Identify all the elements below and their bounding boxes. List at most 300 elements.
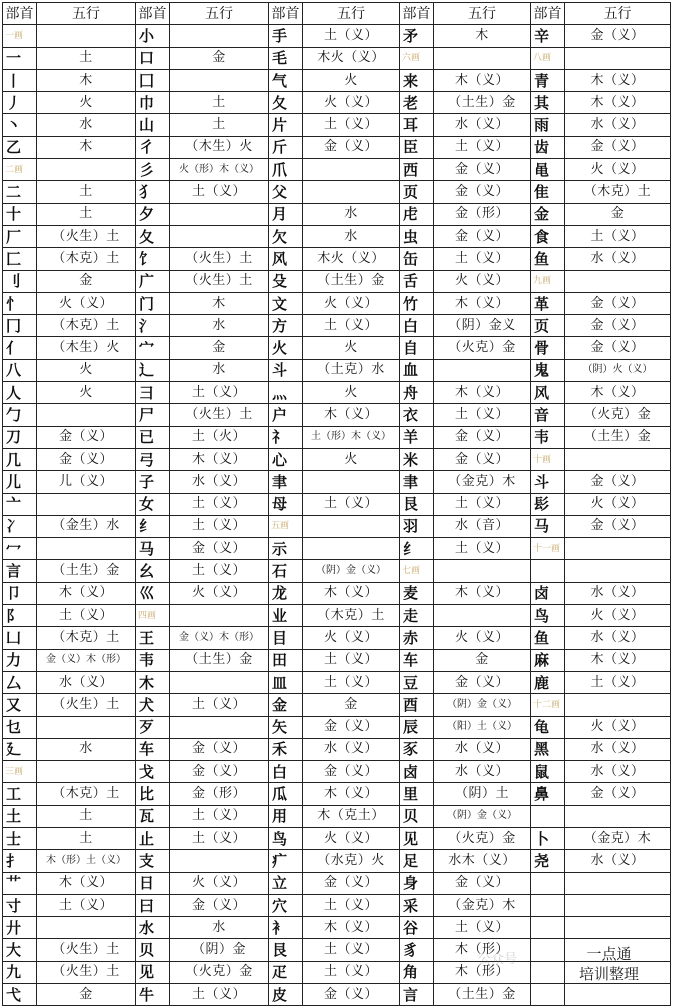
table-row bbox=[3, 805, 671, 827]
element-cell: （木克）土 bbox=[37, 783, 136, 805]
element-cell: 金（义） bbox=[565, 25, 671, 47]
element-cell: 金（义） bbox=[434, 159, 531, 181]
element-cell: 火（义） bbox=[37, 292, 136, 314]
element-cell: 金（义）木（形） bbox=[37, 649, 136, 671]
element-cell: （火生）土 bbox=[37, 939, 136, 961]
element-cell: 火 bbox=[37, 382, 136, 404]
element-cell: 金 bbox=[170, 47, 269, 69]
radical-cell: 幺 bbox=[136, 560, 170, 582]
element-cell: 金（义） bbox=[434, 872, 531, 894]
radical-cell bbox=[531, 872, 565, 894]
radical-cell: 业 bbox=[269, 605, 303, 627]
radical-cell: 冖 bbox=[3, 538, 37, 560]
radical-cell: 瓦 bbox=[136, 805, 170, 827]
header-radical: 部首 bbox=[531, 3, 565, 25]
radical-cell: 鼠 bbox=[531, 761, 565, 783]
element-cell: 水（义） bbox=[434, 761, 531, 783]
radical-cell: 走 bbox=[400, 605, 434, 627]
table-row bbox=[3, 136, 671, 158]
radical-cell: 见 bbox=[136, 961, 170, 983]
stroke-count-label: 八画 bbox=[531, 47, 565, 69]
radical-cell: 八 bbox=[3, 359, 37, 381]
radical-cell: 韦 bbox=[136, 649, 170, 671]
element-cell bbox=[434, 560, 531, 582]
table-row bbox=[3, 738, 671, 760]
radical-cell: 隹 bbox=[531, 181, 565, 203]
radical-cell: 言 bbox=[400, 984, 434, 1006]
element-cell: 金（义） bbox=[170, 894, 269, 916]
table-row bbox=[3, 404, 671, 426]
radical-cell: 马 bbox=[136, 538, 170, 560]
radical-cell: 鼻 bbox=[531, 783, 565, 805]
element-cell: 木（义） bbox=[565, 92, 671, 114]
radical-cell: 殳 bbox=[269, 270, 303, 292]
element-cell: 木 bbox=[170, 292, 269, 314]
watermark-stamp bbox=[548, 944, 670, 986]
table-row bbox=[3, 649, 671, 671]
radical-cell: 鬼 bbox=[531, 359, 565, 381]
element-cell bbox=[565, 872, 671, 894]
element-cell: 金（义） bbox=[565, 783, 671, 805]
radical-cell: 犬 bbox=[136, 694, 170, 716]
element-cell: （阴）金（义） bbox=[434, 694, 531, 716]
element-cell bbox=[565, 805, 671, 827]
element-cell: 土（义） bbox=[303, 671, 400, 693]
radical-cell: 艹 bbox=[3, 872, 37, 894]
radical-cell: 夂 bbox=[269, 92, 303, 114]
element-cell: （木生）火 bbox=[170, 136, 269, 158]
radical-cell: 已 bbox=[136, 426, 170, 448]
element-cell: 土（义） bbox=[434, 538, 531, 560]
radical-cell: 月 bbox=[269, 203, 303, 225]
radical-cell bbox=[531, 917, 565, 939]
element-cell: 火 bbox=[303, 69, 400, 91]
element-cell: 金（义） bbox=[303, 761, 400, 783]
radical-cell: 冂 bbox=[3, 315, 37, 337]
watermark-faint: 公众号 bbox=[478, 952, 518, 967]
radical-cell: 米 bbox=[400, 448, 434, 470]
element-cell bbox=[565, 270, 671, 292]
element-cell: 土（义） bbox=[434, 404, 531, 426]
element-cell bbox=[37, 493, 136, 515]
radical-cell: 鸟 bbox=[269, 827, 303, 849]
element-cell: 土（义） bbox=[170, 827, 269, 849]
element-cell: （火生）土 bbox=[170, 270, 269, 292]
radical-cell: 子 bbox=[136, 471, 170, 493]
radical-cell: 麦 bbox=[400, 582, 434, 604]
element-cell: 金（义） bbox=[565, 292, 671, 314]
element-cell: 土（义） bbox=[565, 225, 671, 247]
radical-cell bbox=[531, 984, 565, 1006]
radical-cell: 骨 bbox=[531, 337, 565, 359]
radical-cell: 水 bbox=[136, 917, 170, 939]
radical-cell: 西 bbox=[400, 159, 434, 181]
stroke-count-label: 五画 bbox=[269, 515, 303, 537]
element-cell: 金（形） bbox=[434, 203, 531, 225]
radical-cell: 风 bbox=[269, 248, 303, 270]
radical-cell: 火 bbox=[269, 337, 303, 359]
element-cell: （水克）火 bbox=[303, 850, 400, 872]
element-cell: 水 bbox=[37, 114, 136, 136]
element-cell: 土（火） bbox=[170, 426, 269, 448]
element-cell: 木（克土） bbox=[303, 805, 400, 827]
header-element: 五行 bbox=[170, 3, 269, 25]
element-cell: 木（义） bbox=[303, 404, 400, 426]
radical-cell bbox=[531, 805, 565, 827]
radical-cell: 辛 bbox=[531, 25, 565, 47]
stroke-count-label: 二画 bbox=[3, 159, 37, 181]
stroke-count-label: 一画 bbox=[3, 25, 37, 47]
element-cell: （木克）土 bbox=[565, 181, 671, 203]
radical-cell: 身 bbox=[400, 872, 434, 894]
radical-cell: 文 bbox=[269, 292, 303, 314]
radical-cell: 其 bbox=[531, 92, 565, 114]
radical-cell: 自 bbox=[400, 337, 434, 359]
element-cell: （阴）金（义） bbox=[303, 560, 400, 582]
element-cell: 水木（义） bbox=[434, 850, 531, 872]
element-cell bbox=[37, 404, 136, 426]
element-cell bbox=[565, 538, 671, 560]
element-cell: （火生）土 bbox=[170, 248, 269, 270]
table-row bbox=[3, 471, 671, 493]
element-cell: 金（义） bbox=[170, 761, 269, 783]
element-cell: 金 bbox=[170, 337, 269, 359]
radical-cell: 纟 bbox=[400, 538, 434, 560]
element-cell: （阴）金 bbox=[170, 939, 269, 961]
radical-cell: 卜 bbox=[531, 827, 565, 849]
radical-cell: 石 bbox=[269, 560, 303, 582]
element-cell: （火生）土 bbox=[170, 404, 269, 426]
radical-cell: 广 bbox=[136, 270, 170, 292]
radical-cell: 斗 bbox=[531, 471, 565, 493]
element-cell: 水 bbox=[303, 203, 400, 225]
element-cell: 火（义） bbox=[565, 716, 671, 738]
radical-cell: 虍 bbox=[400, 203, 434, 225]
radical-cell: 弓 bbox=[136, 448, 170, 470]
radical-cell: 卤 bbox=[400, 761, 434, 783]
table-row bbox=[3, 448, 671, 470]
radical-cell: 厶 bbox=[3, 671, 37, 693]
radical-cell: 黾 bbox=[531, 159, 565, 181]
element-cell bbox=[303, 471, 400, 493]
element-cell: 火（义） bbox=[303, 292, 400, 314]
radical-cell: 鸟 bbox=[531, 605, 565, 627]
element-cell: 木（义） bbox=[565, 69, 671, 91]
element-cell bbox=[37, 159, 136, 181]
radical-cell: 彡 bbox=[136, 159, 170, 181]
table-row bbox=[3, 382, 671, 404]
element-cell: 土（义） bbox=[170, 984, 269, 1006]
table-row bbox=[3, 984, 671, 1006]
radical-cell: 韦 bbox=[531, 426, 565, 448]
radical-cell: 廾 bbox=[3, 917, 37, 939]
element-cell: 金（义） bbox=[565, 471, 671, 493]
radical-cell: 角 bbox=[400, 961, 434, 983]
radical-cell: 廴 bbox=[3, 738, 37, 760]
element-cell: 火（义） bbox=[303, 92, 400, 114]
stroke-count-label: 六画 bbox=[400, 47, 434, 69]
element-cell: 火（义） bbox=[303, 827, 400, 849]
element-cell: 木（义） bbox=[37, 582, 136, 604]
stroke-count-label: 七画 bbox=[400, 560, 434, 582]
element-cell: 金 bbox=[434, 649, 531, 671]
element-cell: 火 bbox=[303, 382, 400, 404]
radical-cell: 臣 bbox=[400, 136, 434, 158]
element-cell: （土生）金 bbox=[565, 426, 671, 448]
radical-cell: 风 bbox=[531, 382, 565, 404]
radical-cell: 夂 bbox=[136, 225, 170, 247]
radical-cell: 比 bbox=[136, 783, 170, 805]
table-row bbox=[3, 694, 671, 716]
element-cell: （金生）水 bbox=[37, 515, 136, 537]
radical-cell: 黑 bbox=[531, 738, 565, 760]
element-cell bbox=[170, 69, 269, 91]
element-cell bbox=[37, 716, 136, 738]
header-radical: 部首 bbox=[3, 3, 37, 25]
radical-cell: 龙 bbox=[269, 582, 303, 604]
radical-cell: 衣 bbox=[400, 404, 434, 426]
radical-cell: 彳 bbox=[136, 136, 170, 158]
table-row bbox=[3, 605, 671, 627]
element-cell: 土 bbox=[170, 92, 269, 114]
radical-cell: 舟 bbox=[400, 382, 434, 404]
table-row bbox=[3, 69, 671, 91]
element-cell: 木（义） bbox=[565, 382, 671, 404]
element-cell: 木（形） bbox=[434, 961, 531, 983]
header-row bbox=[3, 3, 671, 25]
radical-cell: 斗 bbox=[269, 359, 303, 381]
radical-cell: 厂 bbox=[3, 225, 37, 247]
radical-cell: 见 bbox=[400, 827, 434, 849]
element-cell: 土（义） bbox=[565, 671, 671, 693]
radical-cell: 车 bbox=[136, 738, 170, 760]
radical-cell: 山 bbox=[136, 114, 170, 136]
element-cell: 土（义） bbox=[303, 315, 400, 337]
element-cell: （土生）金 bbox=[303, 270, 400, 292]
element-cell: 土（义） bbox=[303, 939, 400, 961]
radical-cell: 聿 bbox=[269, 471, 303, 493]
radical-cell: 亠 bbox=[3, 493, 37, 515]
radical-cell: 舌 bbox=[400, 270, 434, 292]
element-cell: 土（义） bbox=[170, 515, 269, 537]
radical-cell: 鹿 bbox=[531, 671, 565, 693]
element-cell: 土（义） bbox=[434, 917, 531, 939]
radical-cell: 革 bbox=[531, 292, 565, 314]
radical-cell: 止 bbox=[136, 827, 170, 849]
element-cell: 金（义） bbox=[434, 181, 531, 203]
radical-cell: 戈 bbox=[136, 761, 170, 783]
header-element: 五行 bbox=[434, 3, 531, 25]
element-cell: 水（音） bbox=[434, 515, 531, 537]
element-cell: 木（义） bbox=[37, 872, 136, 894]
header-element: 五行 bbox=[37, 3, 136, 25]
element-cell: （阴）火（义） bbox=[565, 359, 671, 381]
radical-cell: 赤 bbox=[400, 627, 434, 649]
radical-cell: 卩 bbox=[3, 582, 37, 604]
radical-cell: 目 bbox=[269, 627, 303, 649]
radical-cell: 忄 bbox=[3, 292, 37, 314]
radical-cell: 用 bbox=[269, 805, 303, 827]
radical-cell: 九 bbox=[3, 961, 37, 983]
element-cell: 土（义） bbox=[434, 493, 531, 515]
element-cell bbox=[565, 984, 671, 1006]
radical-cell: 羊 bbox=[400, 426, 434, 448]
element-cell: 土（义） bbox=[303, 961, 400, 983]
radical-cell: 卤 bbox=[531, 582, 565, 604]
element-cell: （土生）金 bbox=[434, 984, 531, 1006]
radical-cell: 宀 bbox=[136, 337, 170, 359]
radical-cell: 匚 bbox=[3, 248, 37, 270]
radical-cell bbox=[531, 560, 565, 582]
radical-cell: 辶 bbox=[136, 359, 170, 381]
table-row bbox=[3, 671, 671, 693]
element-cell: 土（义） bbox=[170, 382, 269, 404]
radical-cell: 酉 bbox=[400, 694, 434, 716]
radical-cell: 巾 bbox=[136, 92, 170, 114]
radical-cell: 青 bbox=[531, 69, 565, 91]
element-cell bbox=[170, 671, 269, 693]
table-row bbox=[3, 337, 671, 359]
element-cell: 金（义） bbox=[303, 984, 400, 1006]
element-cell: 水（义） bbox=[565, 850, 671, 872]
element-cell: 木（义） bbox=[565, 649, 671, 671]
element-cell: （木生）火 bbox=[37, 337, 136, 359]
element-cell: （土克）水 bbox=[303, 359, 400, 381]
element-cell: 水 bbox=[170, 315, 269, 337]
element-cell: 土（义） bbox=[170, 560, 269, 582]
element-cell: 火（义） bbox=[565, 493, 671, 515]
element-cell: 水（义） bbox=[565, 114, 671, 136]
radical-cell: 毛 bbox=[269, 47, 303, 69]
radical-cell: 力 bbox=[3, 649, 37, 671]
element-cell: 水（义） bbox=[565, 248, 671, 270]
element-cell: 金 bbox=[37, 984, 136, 1006]
radical-cell: 囗 bbox=[136, 69, 170, 91]
element-cell: （木克）土 bbox=[37, 248, 136, 270]
element-cell: 火（义） bbox=[170, 582, 269, 604]
radical-cell: 丶 bbox=[3, 114, 37, 136]
element-cell: 木（义） bbox=[303, 917, 400, 939]
element-cell: 水（义） bbox=[565, 761, 671, 783]
table-row bbox=[3, 560, 671, 582]
radical-cell: 食 bbox=[531, 225, 565, 247]
table-row bbox=[3, 761, 671, 783]
radical-cell: 马 bbox=[531, 515, 565, 537]
radical-cell: 几 bbox=[3, 448, 37, 470]
element-cell bbox=[170, 25, 269, 47]
element-cell bbox=[565, 47, 671, 69]
element-cell: 火（义） bbox=[170, 872, 269, 894]
element-cell bbox=[37, 538, 136, 560]
element-cell bbox=[565, 894, 671, 916]
element-cell: 木（义） bbox=[170, 448, 269, 470]
table-row bbox=[3, 270, 671, 292]
element-cell: 水（义） bbox=[303, 738, 400, 760]
radical-cell: 彐 bbox=[136, 382, 170, 404]
element-cell: 水（义） bbox=[37, 671, 136, 693]
radical-cell: 穴 bbox=[269, 894, 303, 916]
radical-cell: 士 bbox=[3, 827, 37, 849]
radical-cell: 辰 bbox=[400, 716, 434, 738]
stroke-count-label: 十二画 bbox=[531, 694, 565, 716]
element-cell: （阴）金（义） bbox=[434, 805, 531, 827]
radical-cell: 人 bbox=[3, 382, 37, 404]
radical-cell: 刂 bbox=[3, 270, 37, 292]
radical-cell: 冫 bbox=[3, 515, 37, 537]
radical-cell: 扌 bbox=[3, 850, 37, 872]
element-cell: 土（义） bbox=[37, 894, 136, 916]
element-cell: 木（义） bbox=[434, 292, 531, 314]
radical-cell: 二 bbox=[3, 181, 37, 203]
radical-cell: 聿 bbox=[400, 471, 434, 493]
radical-cell: 皿 bbox=[269, 671, 303, 693]
table-row bbox=[3, 538, 671, 560]
element-cell: 金（义） bbox=[303, 716, 400, 738]
radical-cell: 户 bbox=[269, 404, 303, 426]
table-row bbox=[3, 426, 671, 448]
radical-cell: 矢 bbox=[269, 716, 303, 738]
element-cell bbox=[170, 605, 269, 627]
element-cell bbox=[303, 159, 400, 181]
stroke-count-label: 十一画 bbox=[531, 538, 565, 560]
element-cell: 土（义） bbox=[170, 694, 269, 716]
element-cell: 金 bbox=[565, 203, 671, 225]
element-cell bbox=[170, 225, 269, 247]
radical-cell: 亻 bbox=[3, 337, 37, 359]
table-row bbox=[3, 114, 671, 136]
element-cell: 土（义） bbox=[170, 181, 269, 203]
radical-cell: 牛 bbox=[136, 984, 170, 1006]
table-row bbox=[3, 716, 671, 738]
element-cell: （火生）土 bbox=[37, 961, 136, 983]
radical-cell: 工 bbox=[3, 783, 37, 805]
radical-cell: 田 bbox=[269, 649, 303, 671]
radical-cell: 手 bbox=[269, 25, 303, 47]
element-cell: 土（义） bbox=[170, 493, 269, 515]
element-cell: 土（形）木（义） bbox=[303, 426, 400, 448]
element-cell bbox=[565, 694, 671, 716]
element-cell: （金克）木 bbox=[565, 827, 671, 849]
element-cell: 火（义） bbox=[303, 627, 400, 649]
radical-cell: 弋 bbox=[3, 984, 37, 1006]
table-row bbox=[3, 493, 671, 515]
element-cell: 水（义） bbox=[565, 738, 671, 760]
radical-cell: 麻 bbox=[531, 649, 565, 671]
element-cell: （木克）土 bbox=[303, 605, 400, 627]
element-cell: 土（义） bbox=[37, 605, 136, 627]
radical-cell: 贝 bbox=[136, 939, 170, 961]
radical-cell: 丨 bbox=[3, 69, 37, 91]
radical-cell: 大 bbox=[3, 939, 37, 961]
radical-cell: 矛 bbox=[400, 25, 434, 47]
element-cell: 金（义） bbox=[434, 671, 531, 693]
radical-cell: 贝 bbox=[400, 805, 434, 827]
radical-cell: 里 bbox=[400, 783, 434, 805]
element-cell: 土（义） bbox=[303, 894, 400, 916]
element-cell: 火（义） bbox=[565, 605, 671, 627]
element-cell: 土（义） bbox=[303, 649, 400, 671]
element-cell bbox=[434, 47, 531, 69]
element-cell: 木（形） bbox=[434, 939, 531, 961]
element-cell: 木（义） bbox=[303, 783, 400, 805]
table-row bbox=[3, 917, 671, 939]
element-cell: 水 bbox=[37, 738, 136, 760]
element-cell: 土 bbox=[37, 203, 136, 225]
element-cell: 土 bbox=[37, 805, 136, 827]
radical-cell: 豸 bbox=[400, 939, 434, 961]
element-cell: 火（形）木（义） bbox=[170, 159, 269, 181]
element-cell: 金（义） bbox=[37, 426, 136, 448]
